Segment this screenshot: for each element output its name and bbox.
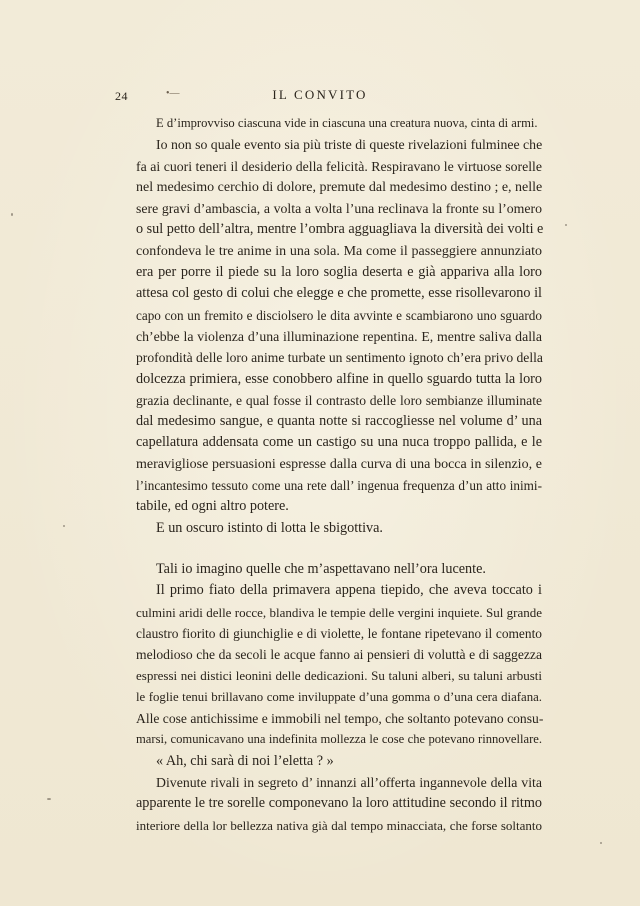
page-number: 24 <box>115 89 128 103</box>
paragraph-gap <box>136 539 542 559</box>
running-title: IL CONVITO <box>272 87 368 102</box>
text-line: l’incantesimo tessuto come una rete dall’ ingenua frequenza d’un atto inimi- <box>136 478 542 494</box>
text-line: tabile, ed ogni altro potere. <box>136 498 289 515</box>
text-line: fa ai cuori teneri il desiderio della felicità. Respiravano le virtuose sorelle <box>136 158 542 174</box>
text-line: Il primo fiato della primavera appena tiepido, che aveva toccato i <box>156 582 542 599</box>
text-line: apparente le tre sorelle componevano la loro attitudine secondo il ritmo <box>136 795 542 812</box>
text-line: ch’ebbe la violenza d’una illuminazione repentina. E, mentre saliva dalla <box>136 328 542 344</box>
text-line: marsi, comunicavano una indefinita mollezza le cose che potevano rinnovellare. <box>136 732 542 747</box>
text-line: interiore della lor bellezza nativa già dal tempo minacciata, che forse soltanto <box>136 817 542 833</box>
text-line: nel medesimo cerchio di dolore, premute dal medesimo destino ; e, nelle <box>136 179 543 195</box>
text-line: dal medesimo sangue, e quanta notte si raccogliesse nel volume d’ una <box>136 413 542 430</box>
text-line: espressi nei distici leonini delle dedicazioni. Su taluni alberi, su taluni arbusti <box>136 668 542 684</box>
page-header <box>0 87 640 107</box>
header-ornament: •— <box>166 88 180 99</box>
text-line: attesa col gesto di colui che elegge e che promette, esse risollevarono il <box>136 285 542 302</box>
text-line: Alle cose antichissime e immobili nel tempo, che soltanto potevano consu- <box>136 711 544 727</box>
text-line: profondità delle loro anime turbate un sentimento ignoto ch’era privo della <box>136 350 543 366</box>
text-line: Tali io imagino quelle che m’aspettavano nell’ora lucente. <box>156 560 486 577</box>
text-line: Io non so quale evento sia più triste di queste rivelazioni fulminee che <box>156 137 543 153</box>
paper-speck <box>11 213 13 216</box>
text-line: era per porre il piede su la loro soglia deserta e già appariva alla loro <box>136 264 542 281</box>
text-line: Divenute rivali in segreto d’ innanzi all’offerta ingannevole della vita <box>156 774 542 790</box>
text-line: o sul petto dell’altra, mentre l’ombra agguagliava la diversità dei volti e <box>136 221 544 238</box>
text-line: culmini aridi delle rocce, blandiva le tempie delle vergini inquiete. Sul grande <box>136 604 542 620</box>
text-line: capellatura addensata come un castigo su una nuca troppo pallida, e le <box>136 434 542 451</box>
body-text <box>136 113 542 836</box>
paper-speck <box>600 842 602 844</box>
text-line: E un oscuro istinto di lotta le sbigottiva. <box>156 519 383 536</box>
text-line: dolcezza primiera, esse conobbero alfine in quello sguardo tutta la loro <box>136 370 542 387</box>
text-line: sere gravi d’ambascia, a volta a volta l’una reclinava la fronte su l’omero <box>136 201 542 217</box>
paper-speck <box>565 224 567 226</box>
text-line: claustro fiorito di giunchiglie e di violette, le fontane ripetevano il comento <box>136 625 542 641</box>
paper-speck <box>47 798 51 800</box>
text-line: E d’improvviso ciascuna vide in ciascuna una creatura nuova, cinta di armi. <box>156 116 538 130</box>
text-line: confondeva le tre anime in una sola. Ma come il passeggiere annunziato <box>136 243 542 259</box>
text-line: « Ah, chi sarà di noi l’eletta ? » <box>156 752 334 769</box>
text-line: grazia declinante, e qual fosse il contrasto delle loro sembianze illuminate <box>136 392 542 408</box>
text-line: capo con un fremito e disciolsero le dita avvinte e scambiarono uno sguardo <box>136 307 542 323</box>
paper-speck <box>63 525 65 527</box>
text-line: meravigliose persuasioni espresse dalla curva di una bocca in silenzio, e <box>136 456 542 472</box>
text-line: melodioso che da secoli le acque fanno ai pensieri di voluttà e di saggezza <box>136 647 542 663</box>
text-line: le foglie tenui brillavano come inviluppate d’una gomma o d’una cera diafana. <box>136 689 542 704</box>
